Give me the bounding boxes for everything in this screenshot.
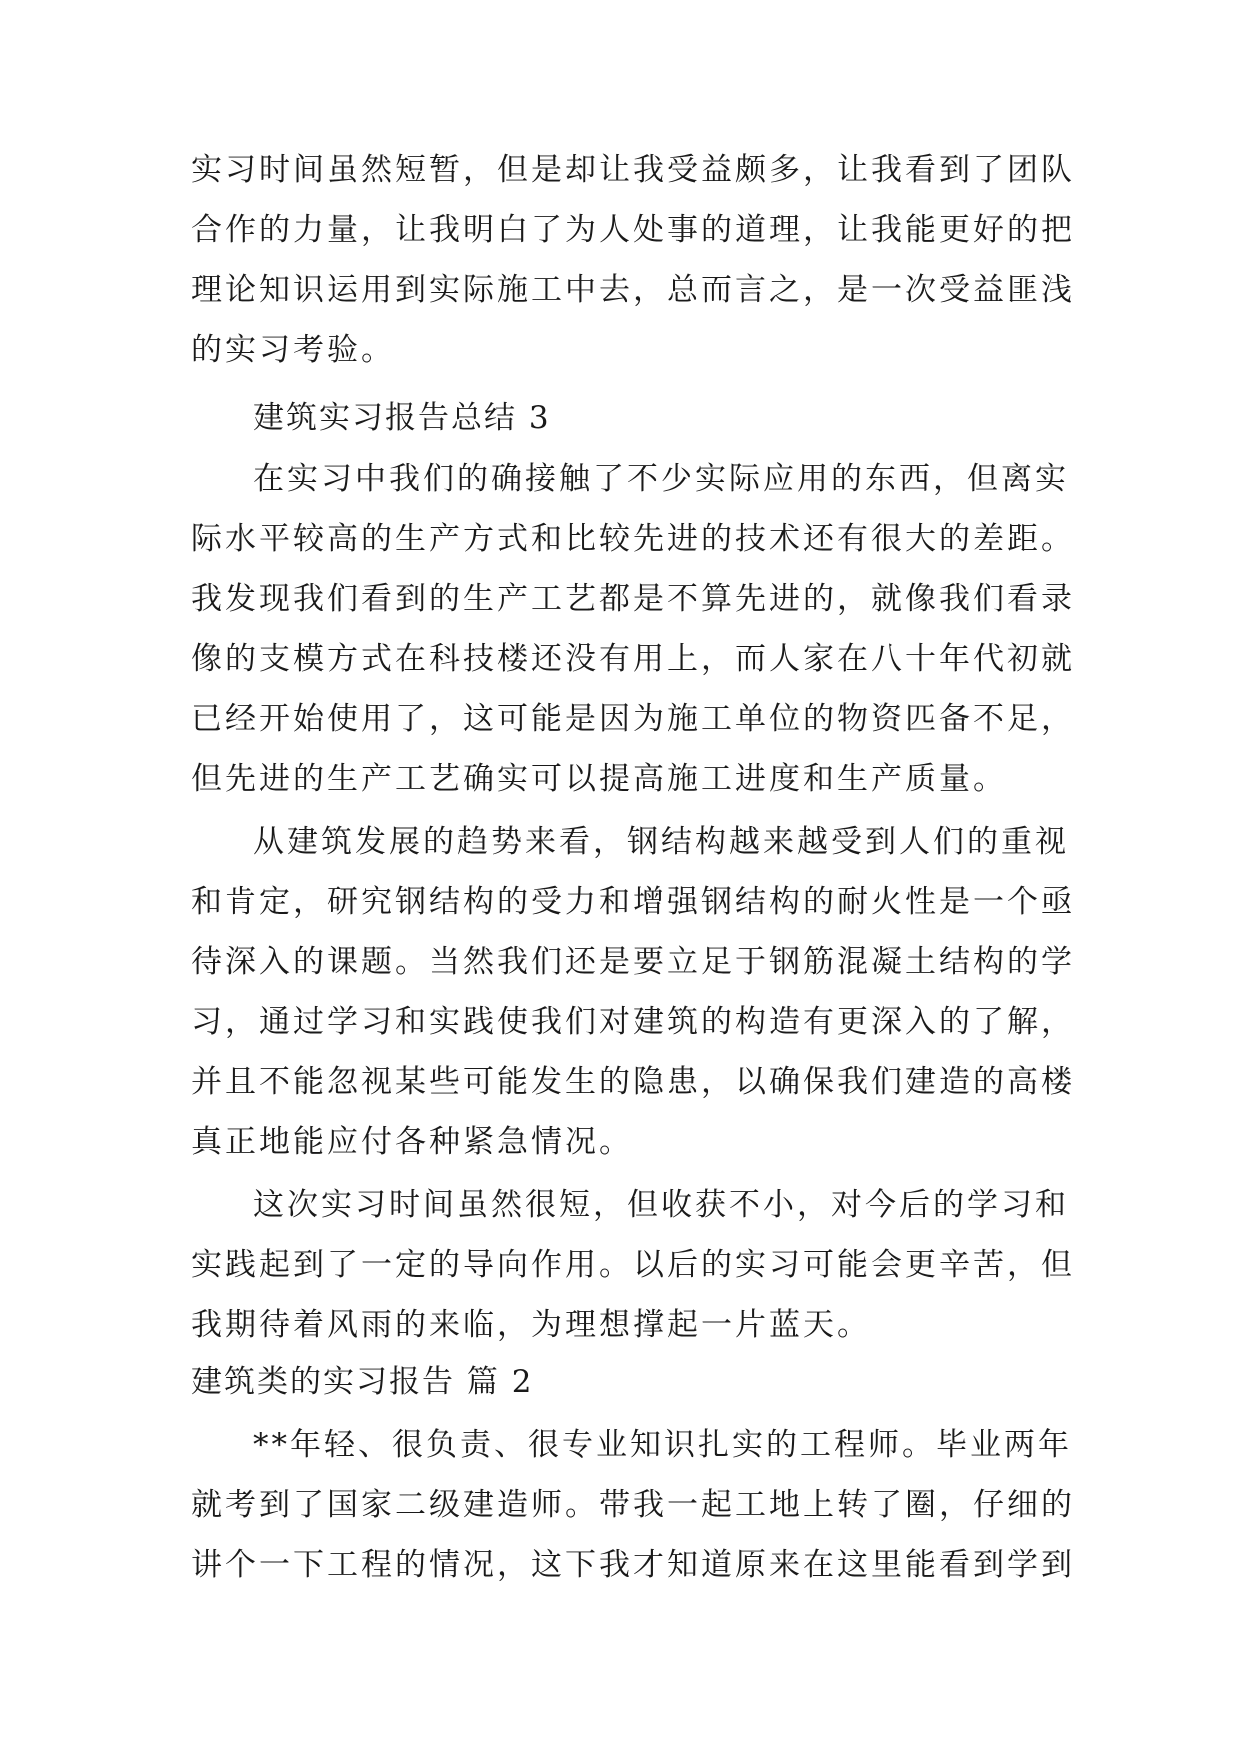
paragraph-line: 这次实习时间虽然很短，但收获不小，对今后的学习和 bbox=[253, 1187, 1069, 1223]
paragraph-line: 在实习中我们的确接触了不少实际应用的东西，但离实 bbox=[253, 461, 1069, 497]
paragraph-line: 就考到了国家二级建造师。带我一起工地上转了圈，仔细的 bbox=[191, 1487, 1075, 1523]
paragraph-line: 和肯定，研究钢结构的受力和增强钢结构的耐火性是一个亟 bbox=[191, 884, 1075, 920]
paragraph-line: 已经开始使用了，这可能是因为施工单位的物资匹备不足， bbox=[191, 701, 1075, 737]
paragraph-line: 但先进的生产工艺确实可以提高施工进度和生产质量。 bbox=[191, 761, 1007, 797]
paragraph-line: 从建筑发展的趋势来看，钢结构越来越受到人们的重视 bbox=[253, 824, 1069, 860]
paragraph-line: 实习时间虽然短暂，但是却让我受益颇多，让我看到了团队 bbox=[191, 152, 1075, 188]
section-heading: 建筑类的实习报告 篇 2 bbox=[191, 1364, 534, 1400]
paragraph-line: 际水平较高的生产方式和比较先进的技术还有很大的差距。 bbox=[191, 521, 1075, 557]
section-heading: 建筑实习报告总结 3 bbox=[253, 400, 551, 436]
paragraph-line: 的实习考验。 bbox=[191, 332, 395, 368]
paragraph-line: 待深入的课题。当然我们还是要立足于钢筋混凝土结构的学 bbox=[191, 944, 1075, 980]
paragraph-line: 理论知识运用到实际施工中去，总而言之，是一次受益匪浅 bbox=[191, 272, 1075, 308]
paragraph-line: 习，通过学习和实践使我们对建筑的构造有更深入的了解， bbox=[191, 1004, 1075, 1040]
paragraph-line: 我发现我们看到的生产工艺都是不算先进的，就像我们看录 bbox=[191, 581, 1075, 617]
paragraph-line: **年轻、很负责、很专业知识扎实的工程师。毕业两年 bbox=[253, 1427, 1072, 1463]
paragraph-line: 像的支模方式在科技楼还没有用上，而人家在八十年代初就 bbox=[191, 641, 1075, 677]
paragraph-line: 并且不能忽视某些可能发生的隐患，以确保我们建造的高楼 bbox=[191, 1064, 1075, 1100]
paragraph-line: 真正地能应付各种紧急情况。 bbox=[191, 1124, 633, 1160]
paragraph-line: 实践起到了一定的导向作用。以后的实习可能会更辛苦，但 bbox=[191, 1247, 1075, 1283]
paragraph-line: 讲个一下工程的情况，这下我才知道原来在这里能看到学到 bbox=[191, 1547, 1075, 1583]
paragraph-line: 我期待着风雨的来临，为理想撑起一片蓝天。 bbox=[191, 1307, 871, 1343]
paragraph-line: 合作的力量，让我明白了为人处事的道理，让我能更好的把 bbox=[191, 212, 1075, 248]
